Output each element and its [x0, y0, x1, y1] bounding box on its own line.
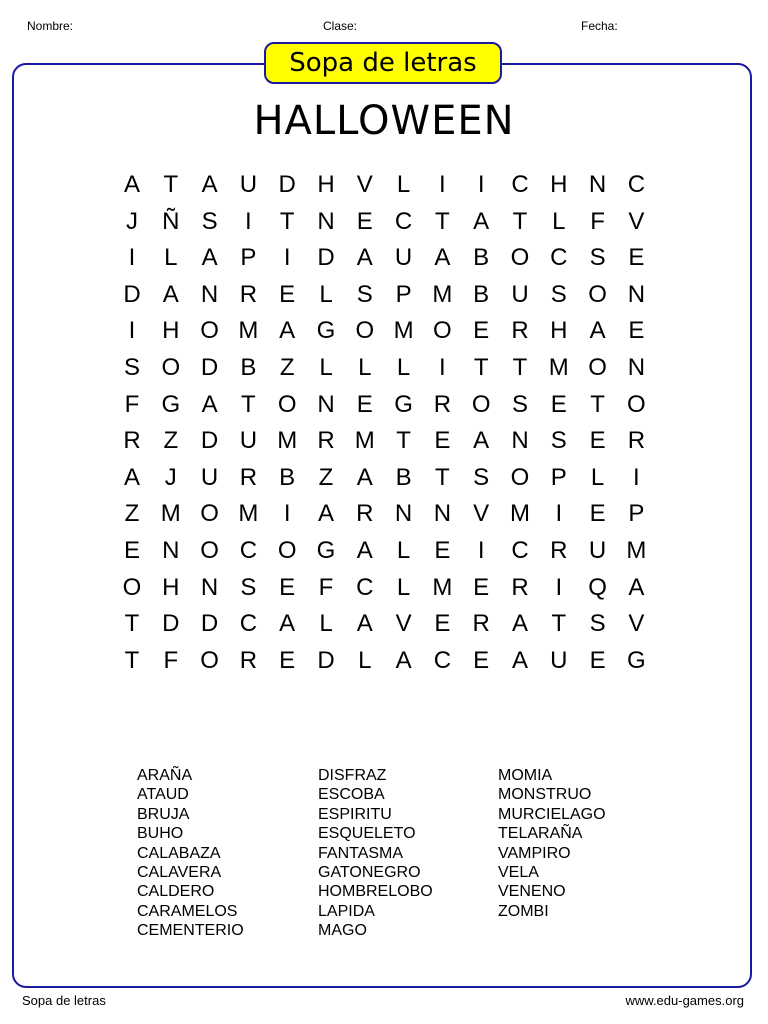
grid-letter: A: [589, 317, 606, 345]
grid-letter: D: [278, 171, 296, 198]
grid-letter: T: [279, 207, 295, 235]
grid-letter: E: [356, 390, 373, 418]
grid-letter: T: [551, 610, 567, 638]
grid-letter: E: [589, 500, 606, 528]
grid-letter: C: [511, 537, 529, 564]
grid-letter: R: [317, 427, 335, 455]
grid-letter: N: [627, 280, 646, 308]
grid-letter: T: [435, 207, 450, 235]
grid-letter: T: [590, 390, 605, 418]
grid-letter: L: [396, 354, 411, 381]
grid-letter: U: [200, 463, 219, 491]
grid-letter: J: [126, 207, 138, 235]
grid-letter: C: [356, 573, 374, 601]
grid-letter: F: [318, 573, 334, 601]
grid-letter: V: [628, 610, 645, 638]
grid-letter: E: [589, 646, 606, 674]
grid-letter: M: [277, 427, 298, 455]
grid-letter: D: [123, 280, 141, 308]
grid-letter: N: [162, 537, 180, 564]
grid-letter: I: [245, 207, 252, 235]
word-list-item: DISFRAZ: [318, 767, 387, 784]
grid-letter: I: [477, 537, 485, 564]
grid-letter: E: [473, 573, 490, 601]
grid-letter: D: [317, 646, 335, 674]
grid-letter: G: [627, 646, 646, 674]
grid-letter: E: [473, 317, 490, 345]
word-list-item: BRUJA: [137, 805, 190, 823]
word-list-column-1: [137, 766, 244, 941]
worksheet-badge: [264, 42, 502, 84]
grid-letter: A: [317, 500, 334, 528]
grid-letter: T: [163, 171, 179, 198]
badge-text: Sopa de letras: [289, 48, 477, 78]
grid-letter: A: [162, 280, 179, 308]
grid-letter: S: [123, 354, 140, 381]
grid-letter: V: [356, 171, 373, 198]
grid-letter: D: [317, 244, 335, 272]
grid-letter: R: [123, 427, 141, 455]
grid-letter: I: [439, 171, 446, 198]
grid-letter: U: [550, 646, 568, 674]
grid-letter: A: [356, 463, 373, 491]
grid-letter: O: [200, 500, 219, 528]
grid-letter: O: [200, 317, 219, 345]
grid-letter: R: [511, 573, 529, 601]
grid-letter: A: [356, 244, 373, 272]
word-list-item: HOMBRELOBO: [318, 883, 433, 901]
grid-letter: S: [550, 427, 567, 455]
word-list-item: CALAVERA: [137, 864, 222, 882]
grid-letter: O: [200, 537, 219, 564]
grid-letter: I: [128, 317, 136, 345]
grid-letter: R: [239, 646, 258, 674]
grid-letter: S: [240, 573, 257, 601]
grid-letter: A: [123, 171, 140, 198]
grid-letter: N: [200, 280, 219, 308]
grid-letter: C: [550, 244, 568, 272]
grid-letter: A: [279, 610, 296, 638]
word-list-item: CALABAZA: [137, 844, 221, 862]
word-list-item: VAMPIRO: [498, 844, 571, 862]
grid-letter: M: [238, 500, 259, 528]
word-list-item: MURCIELAGO: [498, 805, 606, 823]
grid-letter: S: [201, 207, 218, 235]
grid-letter: O: [471, 390, 491, 418]
grid-letter: L: [164, 244, 178, 272]
grid-letter: O: [588, 354, 607, 381]
grid-letter: R: [433, 390, 452, 418]
grid-letter: I: [555, 500, 563, 528]
grid-letter: M: [626, 537, 647, 564]
grid-letter: N: [588, 171, 607, 198]
word-list-item: VENENO: [498, 883, 566, 901]
word-list-item: MOMIA: [498, 767, 553, 784]
word-list-item: ATAUD: [137, 786, 189, 804]
grid-letter: G: [394, 390, 413, 418]
grid-letter: G: [316, 537, 336, 564]
grid-letter: H: [550, 317, 568, 345]
grid-letter: B: [240, 354, 257, 381]
word-list-item: TELARAÑA: [498, 825, 583, 843]
grid-letter: T: [124, 610, 140, 638]
grid-letter: T: [396, 427, 411, 455]
grid-letter: L: [358, 354, 372, 381]
grid-letter: M: [432, 573, 453, 601]
grid-letter: S: [589, 244, 606, 272]
grid-letter: B: [395, 463, 412, 491]
grid-letter: L: [590, 463, 605, 491]
grid-letter: R: [239, 463, 258, 491]
grid-letter: E: [279, 573, 296, 601]
grid-letter: I: [633, 463, 640, 491]
grid-letter: E: [434, 610, 451, 638]
grid-letter: M: [393, 317, 414, 345]
grid-letter: D: [200, 610, 219, 638]
grid-letter: O: [161, 354, 181, 381]
grid-letter: R: [239, 280, 258, 308]
grid-letter: B: [473, 280, 490, 308]
grid-letter: I: [555, 573, 563, 601]
grid-letter: T: [473, 354, 489, 381]
grid-letter: C: [627, 171, 646, 198]
grid-letter: F: [163, 646, 179, 674]
word-list-item: MONSTRUO: [498, 786, 592, 804]
grid-letter: B: [473, 244, 490, 272]
word-list-column-2: [318, 766, 433, 941]
clase-label: Clase:: [323, 19, 358, 33]
grid-letter: U: [239, 427, 258, 455]
word-list-item: MAGO: [318, 922, 367, 940]
grid-letter: M: [160, 500, 181, 528]
grid-letter: J: [164, 463, 177, 491]
grid-letter: M: [354, 427, 375, 455]
grid-letter: E: [356, 207, 373, 235]
grid-letter: R: [356, 500, 374, 528]
grid-letter: T: [512, 354, 528, 381]
grid-letter: S: [550, 280, 567, 308]
fecha-label: Fecha:: [581, 19, 618, 33]
grid-letter: T: [435, 463, 450, 491]
grid-letter: I: [128, 244, 136, 272]
grid-letter: E: [473, 646, 490, 674]
word-list-item: CEMENTERIO: [137, 922, 244, 940]
grid-letter: N: [317, 390, 335, 418]
grid-letter: S: [473, 463, 490, 491]
grid-letter: M: [432, 280, 453, 308]
grid-letter: S: [356, 280, 373, 308]
grid-letter: E: [589, 427, 606, 455]
grid-letter: M: [548, 354, 569, 381]
grid-letter: C: [511, 171, 529, 198]
grid-letter: O: [122, 573, 142, 601]
grid-letter: R: [511, 317, 529, 345]
grid-letter: L: [319, 610, 333, 638]
grid-letter: A: [123, 463, 140, 491]
grid-letter: N: [394, 500, 413, 528]
grid-letter: A: [511, 610, 528, 638]
grid-letter: V: [628, 207, 645, 235]
grid-letter: T: [241, 390, 256, 418]
grid-letter: A: [279, 317, 296, 345]
grid-letter: M: [238, 317, 259, 345]
grid-letter: U: [394, 244, 413, 272]
grid-letter: L: [396, 573, 411, 601]
grid-letter: E: [279, 646, 296, 674]
grid-letter: E: [434, 427, 451, 455]
grid-letter: G: [161, 390, 181, 418]
grid-letter: I: [283, 244, 291, 272]
grid-letter: L: [396, 537, 411, 564]
grid-letter: R: [627, 427, 646, 455]
grid-letter: O: [277, 390, 297, 418]
grid-letter: T: [512, 207, 528, 235]
grid-letter: U: [511, 280, 529, 308]
grid-letter: Ñ: [162, 207, 180, 235]
grid-letter: A: [511, 646, 528, 674]
grid-letter: O: [200, 646, 219, 674]
grid-letter: C: [433, 646, 452, 674]
grid-letter: P: [240, 244, 257, 272]
grid-letter: A: [395, 646, 412, 674]
grid-letter: O: [510, 463, 530, 491]
grid-letter: A: [201, 244, 218, 272]
word-list-item: ZOMBI: [498, 902, 549, 920]
grid-letter: Z: [124, 500, 140, 528]
grid-letter: D: [162, 610, 180, 638]
grid-letter: O: [277, 537, 297, 564]
grid-letter: Z: [163, 427, 179, 455]
grid-letter: C: [239, 537, 258, 564]
grid-letter: A: [473, 207, 490, 235]
grid-letter: A: [201, 390, 218, 418]
grid-letter: C: [394, 207, 413, 235]
grid-letter: A: [434, 244, 451, 272]
grid-letter: L: [319, 280, 333, 308]
word-list-item: ESPIRITU: [318, 805, 392, 823]
grid-letter: I: [439, 354, 446, 381]
grid-letter: L: [358, 646, 372, 674]
word-list-item: ESCOBA: [318, 786, 385, 804]
grid-letter: M: [510, 500, 530, 528]
nombre-label: Nombre:: [27, 19, 74, 33]
word-list-item: ARAÑA: [137, 767, 193, 784]
grid-letter: N: [200, 573, 219, 601]
grid-letter: E: [434, 537, 451, 564]
word-list-item: CALDERO: [137, 883, 215, 901]
grid-letter: S: [589, 610, 606, 638]
grid-letter: S: [511, 390, 528, 418]
grid-letter: C: [239, 610, 258, 638]
grid-letter: U: [588, 537, 607, 564]
grid-letter: L: [552, 207, 566, 235]
grid-letter: U: [239, 171, 258, 198]
grid-letter: P: [628, 500, 645, 528]
grid-letter: A: [628, 573, 645, 601]
grid-letter: F: [590, 207, 605, 235]
word-list-item: VELA: [498, 864, 539, 882]
grid-letter: E: [123, 537, 140, 564]
grid-letter: N: [317, 207, 335, 235]
grid-letter: F: [124, 390, 140, 418]
grid-letter: O: [627, 390, 646, 418]
grid-letter: O: [510, 244, 530, 272]
grid-letter: H: [162, 317, 180, 345]
grid-letter: P: [550, 463, 567, 491]
puzzle-title: HALLOWEEN: [253, 98, 515, 144]
grid-letter: A: [201, 171, 218, 198]
grid-letter: I: [477, 171, 485, 198]
grid-letter: E: [628, 317, 645, 345]
grid-letter: T: [124, 646, 140, 674]
grid-letter: E: [550, 390, 567, 418]
footer-right: www.edu-games.org: [625, 993, 744, 1008]
grid-letter: H: [550, 171, 568, 198]
grid-letter: B: [279, 463, 296, 491]
grid-letter: R: [472, 610, 490, 638]
grid-letter: R: [550, 537, 568, 564]
footer-left: Sopa de letras: [22, 993, 106, 1008]
grid-letter: L: [396, 171, 411, 198]
grid-letter: O: [588, 280, 607, 308]
grid-letter: N: [433, 500, 452, 528]
grid-letter: Z: [318, 463, 334, 491]
grid-letter: A: [473, 427, 490, 455]
grid-letter: P: [395, 280, 412, 308]
grid-letter: G: [316, 317, 336, 345]
grid-letter: N: [511, 427, 529, 455]
grid-letter: Z: [279, 354, 295, 381]
word-list-item: BUHO: [137, 825, 184, 843]
grid-letter: A: [356, 537, 373, 564]
grid-letter: O: [355, 317, 375, 345]
grid-letter: E: [279, 280, 296, 308]
grid-letter: N: [627, 354, 646, 381]
grid-letter: O: [433, 317, 452, 345]
word-list-item: GATONEGRO: [318, 864, 421, 882]
grid-letter: H: [317, 171, 335, 198]
word-list-item: ESQUELETO: [318, 825, 416, 843]
word-list-item: FANTASMA: [318, 844, 404, 862]
grid-letter: I: [283, 500, 291, 528]
grid-letter: Q: [588, 573, 607, 601]
grid-letter: E: [628, 244, 645, 272]
grid-letter: A: [356, 610, 373, 638]
grid-letter: V: [395, 610, 412, 638]
word-list-item: LAPIDA: [318, 902, 375, 920]
grid-letter: V: [473, 500, 490, 528]
grid-letter: L: [319, 354, 333, 381]
grid-letter: D: [200, 354, 219, 381]
grid-letter: H: [162, 573, 180, 601]
word-list-column-3: [498, 766, 606, 921]
word-list-item: CARAMELOS: [137, 902, 238, 920]
grid-letter: D: [200, 427, 219, 455]
